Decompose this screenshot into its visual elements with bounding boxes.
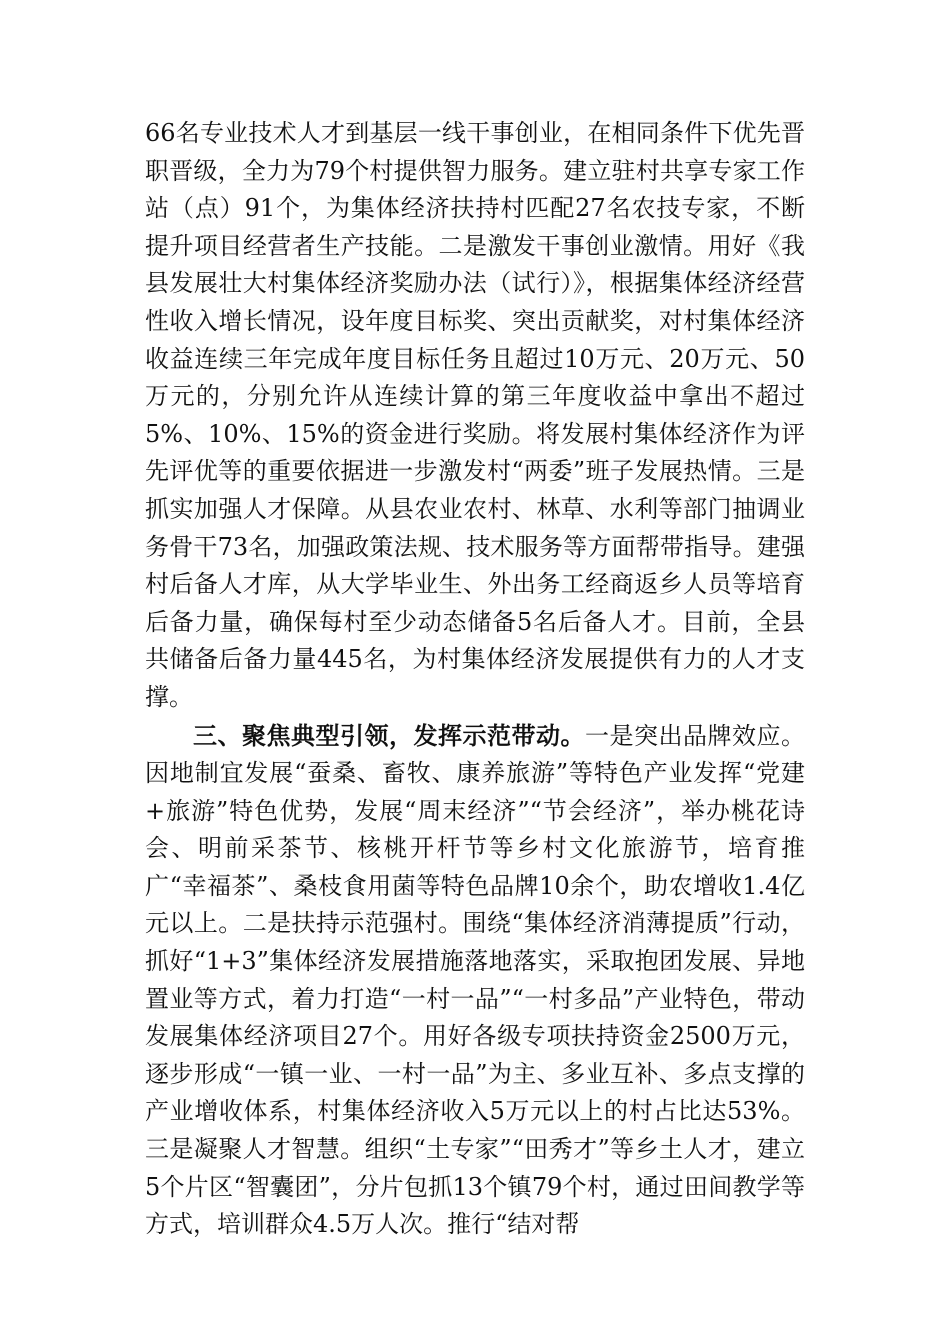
paragraph-1-text: 66名专业技术人才到基层一线干事创业，在相同条件下优先晋职晋级，全力为79个村提供智力服务。建立驻村共享专家工作站（点）91个，为集体经济扶持村匹配27名农技专家，不断提升项目经营者生产技能。二是激发干事创业激情。用好《我县发展壮大村集体经济奖励办法（试行）》，根据集体经济经营性收入增长情况，设年度目标奖、突出贡献奖，对村集体经济收益连续三年完成年度目标任务且超过10万元、20万元、50万元的，分别允许从连续计算的第三年度收益中拿出不超过5%、10%、15%的资金进行奖励。将发展村集体经济作为评先评优等的重要依据进一步激发村“两委”班子发展热情。三是抓实加强人才保障。从县农业农村、林草、水利等部门抽调业务骨干73名，加强政策法规、技术服务等方面帮带指导。建强村后备人才库，从大学毕业生、外出务工经商返乡人员等培育后备力量，确保每村至少动态储备5名后备人才。目前，全县共储备后备力量445名，为村集体经济发展提供有力的人才支撑。 <box>145 119 805 711</box>
document-body <box>145 115 805 1244</box>
paragraph-1 <box>145 115 805 717</box>
section-heading-3: 三、聚焦典型引领，发挥示范带动。 <box>193 720 585 750</box>
paragraph-2 <box>145 717 805 1244</box>
paragraph-2-text: 一是突出品牌效应。因地制宜发展“蚕桑、畜牧、康养旅游”等特色产业发挥“党建+旅游”特色优势，发展“周末经济”“节会经济”，举办桃花诗会、明前采茶节、核桃开杆节等乡村文化旅游节，培育推广“幸福茶”、桑枝食用菌等特色品牌10余个，助农增收1.4亿元以上。二是扶持示范强村。围绕“集体经济消薄提质”行动，抓好“1+3”集体经济发展措施落地落实，采取抱团发展、异地置业等方式，着力打造“一村一品”“一村多品”产业特色，带动发展集体经济项目27个。用好各级专项扶持资金2500万元，逐步形成“一镇一业、一村一品”为主、多业互补、多点支撑的产业增收体系，村集体经济收入5万元以上的村占比达53%。三是凝聚人才智慧。组织“土专家”“田秀才”等乡土人才，建立5个片区“智囊团”，分片包抓13个镇79个村，通过田间教学等方式，培训群众4.5万人次。推行“结对帮 <box>145 721 805 1239</box>
